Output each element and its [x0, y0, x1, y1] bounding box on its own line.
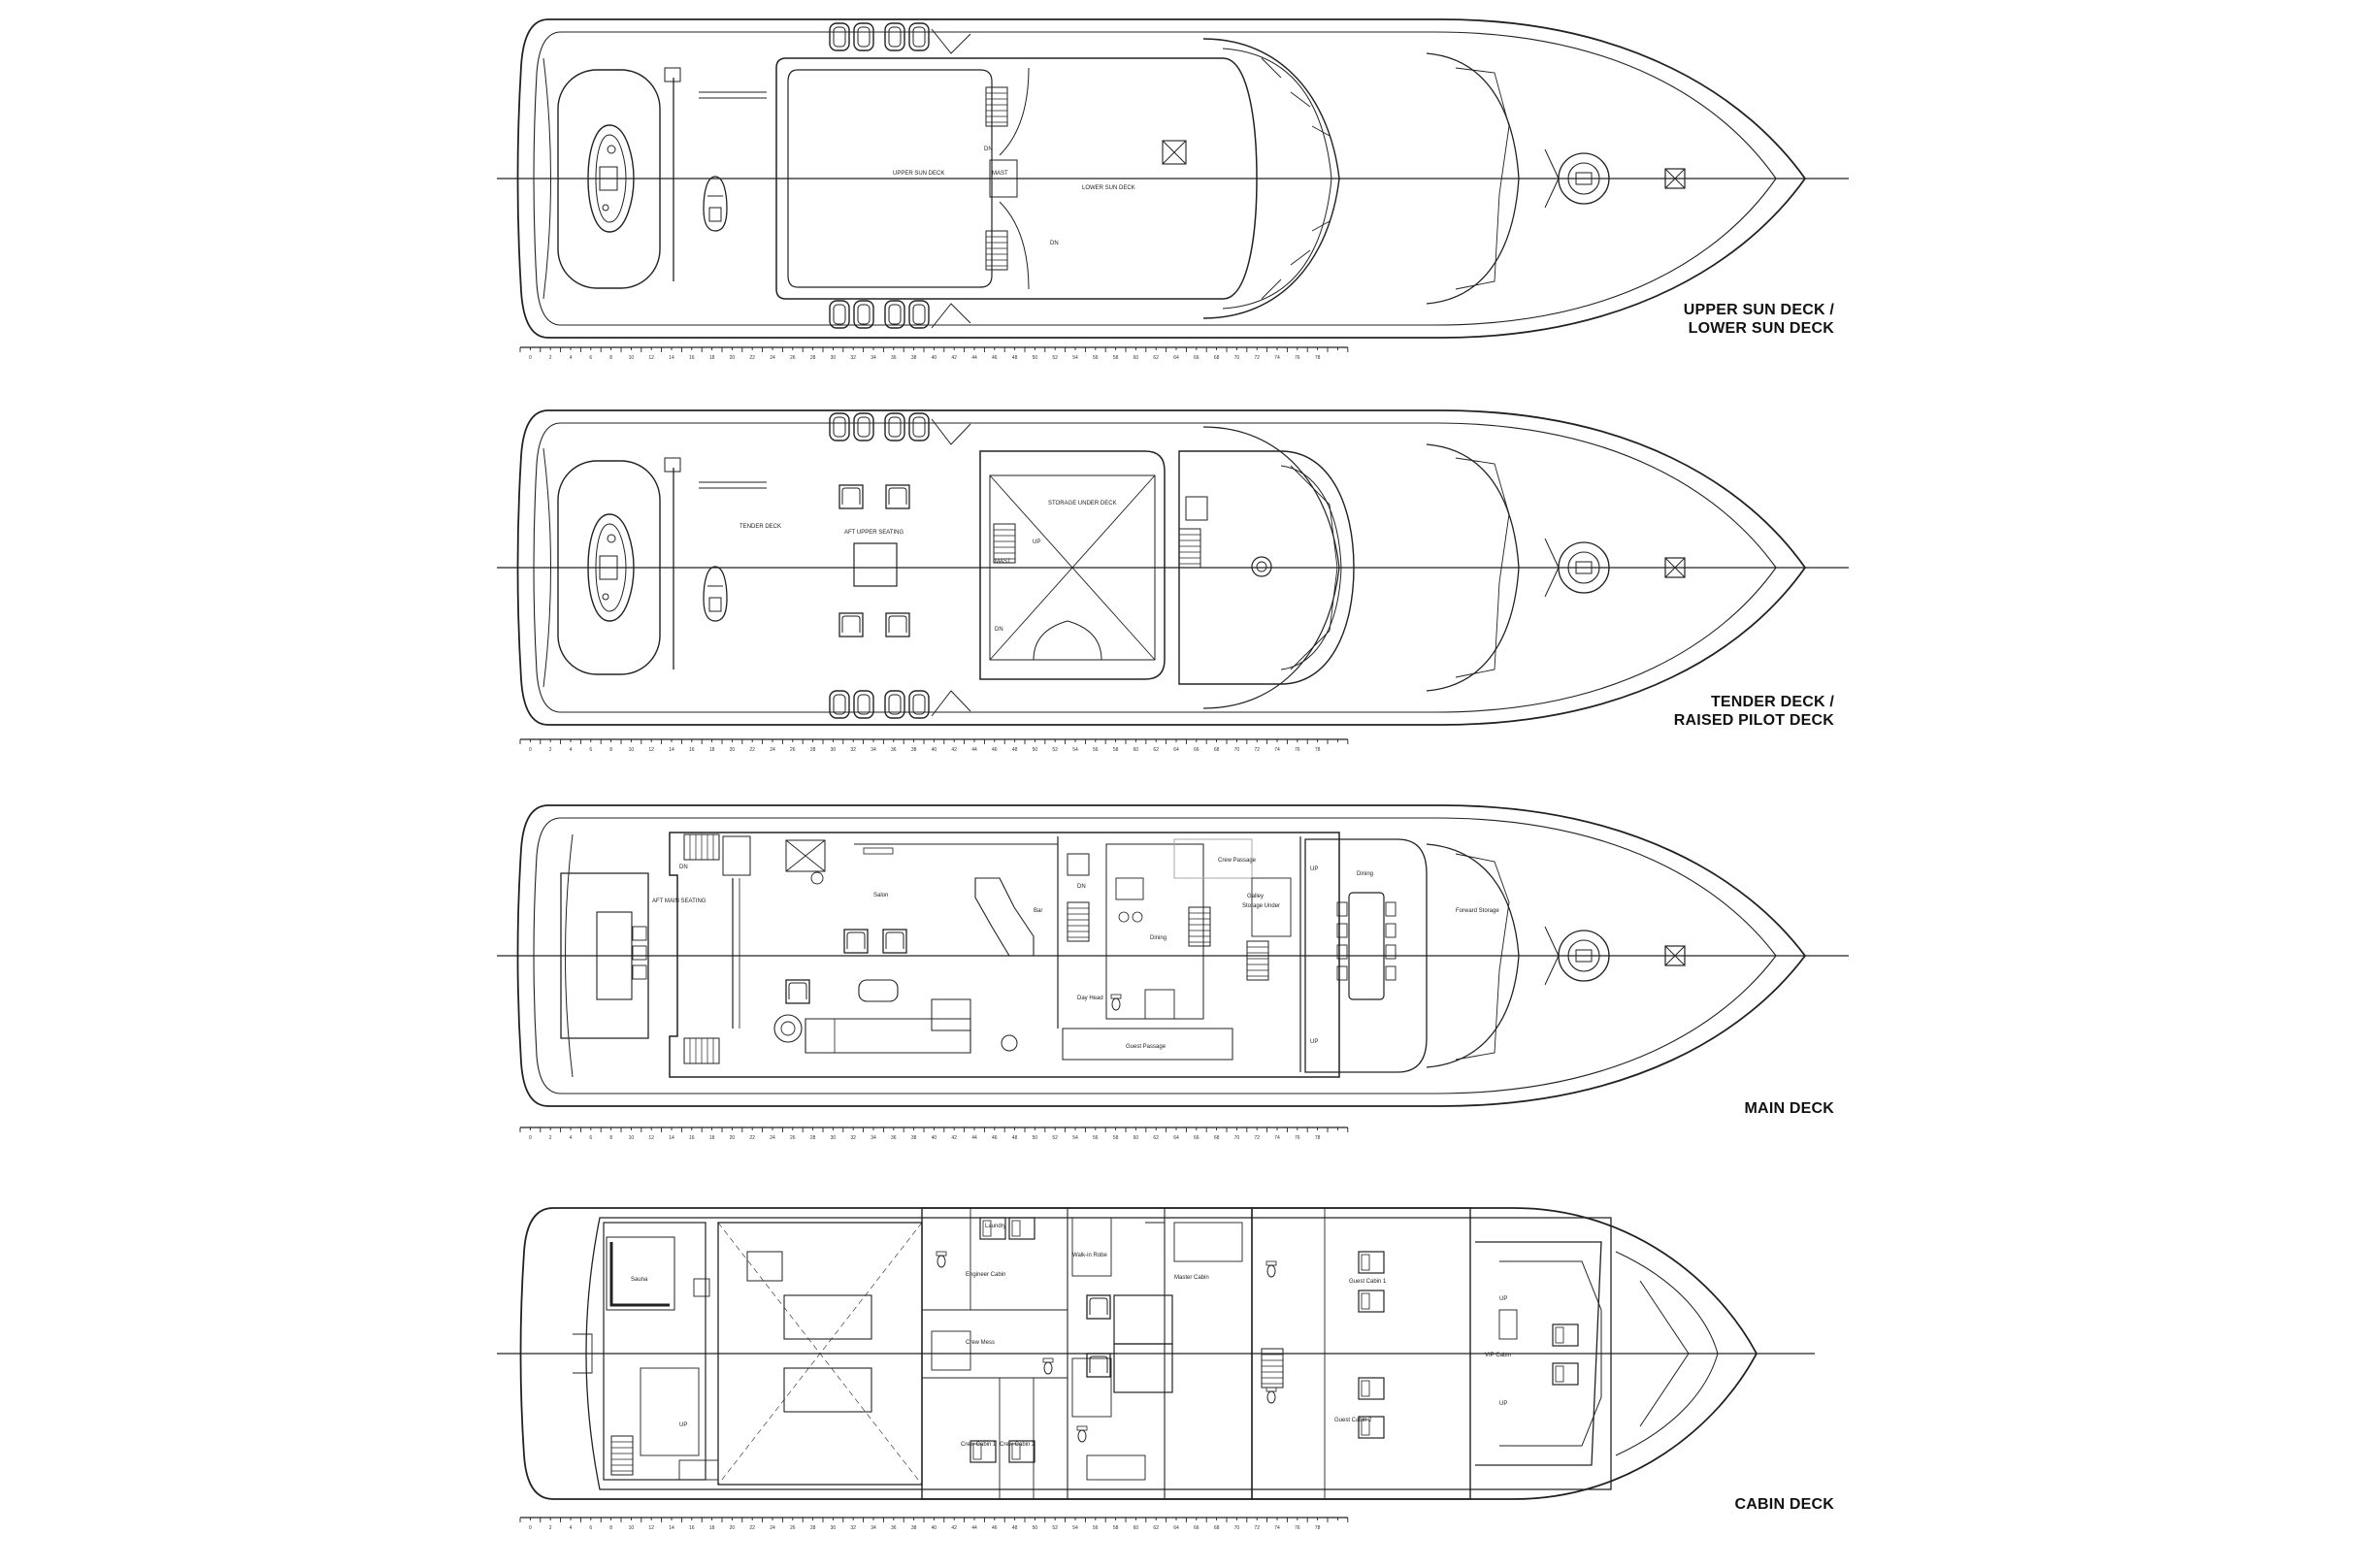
scale-tick-label: 44 [971, 1525, 977, 1531]
scale-tick-label: 34 [871, 355, 876, 361]
scale-tick-label: 54 [1072, 1135, 1078, 1141]
scale-tick-label: 64 [1173, 747, 1179, 753]
deck-sun-label-3: DN [984, 147, 993, 152]
scale-tick-label: 40 [931, 1135, 937, 1141]
scale-tick-label: 38 [910, 355, 917, 361]
scale-tick-label: 66 [1194, 1135, 1199, 1141]
deck-title-line: TENDER DECK / [1710, 694, 1834, 710]
scale-tick-label: 68 [1213, 355, 1220, 361]
deck-title-line: UPPER SUN DECK / [1683, 302, 1834, 318]
deck-cabin-label-13: UP [1499, 1401, 1508, 1407]
scale-tick-label: 12 [648, 1135, 654, 1141]
scale-tick-label: 38 [910, 1525, 917, 1531]
deck-cabin-label-7: Guest Cabin 1 [1349, 1279, 1387, 1285]
scale-tick-label: 10 [628, 747, 635, 753]
scale-tick-label: 40 [931, 747, 937, 753]
scale-tick-label: 70 [1233, 1135, 1240, 1141]
deck-title-sun [1524, 301, 1834, 338]
scale-tick-label: 52 [1052, 747, 1058, 753]
scale-tick-label: 78 [1314, 1135, 1321, 1141]
scale-tick-label: 18 [708, 747, 715, 753]
scale-tick-label: 42 [951, 747, 957, 753]
deck-main-label-2: Bar [1034, 908, 1043, 914]
scale-tick-label: 16 [689, 747, 695, 753]
scale-tick-label: 68 [1213, 1525, 1220, 1531]
scale-tick-label: 30 [830, 1525, 837, 1531]
scale-tick-label: 12 [648, 1525, 654, 1531]
scale-tick-label: 76 [1295, 1135, 1300, 1141]
deck-cabin-label-1: Engineer Cabin [966, 1272, 1006, 1278]
scale-tick-label: 50 [1032, 1525, 1038, 1531]
scale-tick-label: 22 [749, 747, 755, 753]
deck-cabin-label-6: Crew Cabin 2 [1000, 1442, 1035, 1448]
scale-tick-label: 54 [1072, 1525, 1078, 1531]
scale-tick-label: 8 [609, 1135, 612, 1141]
scale-tick-label: 4 [569, 1135, 573, 1141]
scale-tick-label: 22 [749, 1525, 755, 1531]
scale-tick-label: 70 [1233, 747, 1240, 753]
deck-cabin-label-12: UP [1499, 1296, 1508, 1302]
scale-tick-label: 42 [951, 1525, 957, 1531]
deck-main-label-0: AFT MAIN SEATING [652, 898, 707, 904]
deck-title-line: MAIN DECK [1744, 1100, 1834, 1117]
scale-tick-label: 52 [1052, 1135, 1058, 1141]
deck-cabin-label-3: Master Cabin [1174, 1275, 1209, 1281]
scale-tick-label: 56 [1093, 747, 1099, 753]
scale-tick-label: 46 [992, 1135, 998, 1141]
deck-tender-label-2: STORAGE UNDER DECK [1048, 501, 1117, 506]
deck-cabin-label-0: Sauna [631, 1277, 648, 1283]
scale-tick-label: 78 [1314, 1525, 1321, 1531]
scale-tick-label: 76 [1295, 747, 1300, 753]
scale-tick-label: 66 [1194, 1525, 1199, 1531]
scale-tick-label: 64 [1173, 1135, 1179, 1141]
scale-tick-label: 0 [529, 1135, 532, 1141]
scale-tick-label: 2 [548, 355, 552, 361]
scale-tick-label: 64 [1173, 355, 1179, 361]
deck-main [497, 805, 1849, 1141]
scale-tick-label: 16 [689, 355, 695, 361]
deck-title-line: RAISED PILOT DECK [1673, 712, 1834, 729]
scale-bar-sun [520, 347, 1348, 361]
scale-tick-label: 42 [951, 1135, 957, 1141]
scale-tick-label: 62 [1153, 1135, 1159, 1141]
scale-tick-label: 62 [1153, 355, 1159, 361]
scale-tick-label: 26 [790, 355, 796, 361]
deck-sun-label-1: MAST [992, 171, 1008, 177]
scale-tick-label: 60 [1133, 1135, 1139, 1141]
scale-tick-label: 0 [529, 1525, 532, 1531]
scale-tick-label: 78 [1314, 355, 1321, 361]
scale-tick-label: 70 [1233, 355, 1240, 361]
scale-tick-label: 64 [1173, 1525, 1179, 1531]
scale-tick-label: 26 [790, 747, 796, 753]
scale-tick-label: 24 [770, 1525, 775, 1531]
deck-cabin-label-2: Crew Mess [966, 1340, 996, 1346]
scale-tick-label: 32 [850, 355, 856, 361]
scale-tick-label: 46 [992, 355, 998, 361]
deck-sun-label-2: LOWER SUN DECK [1082, 185, 1135, 191]
scale-tick-label: 36 [891, 747, 897, 753]
scale-tick-label: 60 [1133, 1525, 1139, 1531]
scale-tick-label: 76 [1295, 1525, 1300, 1531]
deck-cabin-label-11: UP [679, 1422, 688, 1428]
scale-tick-label: 14 [669, 1135, 674, 1141]
scale-tick-label: 38 [910, 747, 917, 753]
scale-tick-label: 2 [548, 1525, 552, 1531]
scale-tick-label: 32 [850, 747, 856, 753]
scale-tick-label: 44 [971, 355, 977, 361]
scale-tick-label: 16 [689, 1135, 695, 1141]
scale-tick-label: 28 [809, 747, 816, 753]
scale-tick-label: 0 [529, 355, 532, 361]
deck-sun-label-0: UPPER SUN DECK [893, 171, 945, 177]
deck-cabin-label-10: Laundry [985, 1224, 1006, 1229]
scale-tick-label: 26 [790, 1135, 796, 1141]
scale-tick-label: 46 [992, 1525, 998, 1531]
scale-tick-label: 58 [1112, 355, 1119, 361]
deck-main-label-10: Forward Storage [1456, 908, 1499, 914]
scale-tick-label: 30 [830, 1135, 837, 1141]
scale-bar-main [520, 1127, 1348, 1141]
deck-title-line: CABIN DECK [1734, 1496, 1834, 1513]
scale-tick-label: 66 [1194, 355, 1199, 361]
scale-tick-label: 72 [1254, 1135, 1260, 1141]
deck-main-label-3: Galley [1247, 894, 1265, 899]
scale-tick-label: 60 [1133, 747, 1139, 753]
deck-main-label-9: Dining [1357, 871, 1374, 877]
scale-tick-label: 10 [628, 355, 635, 361]
scale-tick-label: 2 [548, 747, 552, 753]
scale-tick-label: 58 [1112, 1525, 1119, 1531]
scale-tick-label: 46 [992, 747, 998, 753]
scale-tick-label: 14 [669, 1525, 674, 1531]
scale-tick-label: 26 [790, 1525, 796, 1531]
deck-tender-label-1: AFT UPPER SEATING [844, 530, 904, 536]
scale-tick-label: 42 [951, 355, 957, 361]
scale-tick-label: 60 [1133, 355, 1139, 361]
scale-tick-label: 36 [891, 1525, 897, 1531]
scale-tick-label: 54 [1072, 747, 1078, 753]
deck-tender-label-4: UP [1033, 539, 1041, 545]
scale-bar-tender [520, 739, 1348, 753]
scale-tick-label: 36 [891, 1135, 897, 1141]
scale-tick-label: 28 [809, 355, 816, 361]
scale-bar-cabin [520, 1518, 1348, 1531]
deck-cabin-label-8: Guest Cabin 2 [1334, 1418, 1372, 1423]
scale-tick-label: 0 [529, 747, 532, 753]
scale-tick-label: 52 [1052, 355, 1058, 361]
deck-cabin-label-5: Crew Cabin 1 [961, 1442, 997, 1448]
scale-tick-label: 56 [1093, 1525, 1099, 1531]
scale-tick-label: 2 [548, 1135, 552, 1141]
scale-tick-label: 22 [749, 1135, 755, 1141]
scale-tick-label: 4 [569, 1525, 573, 1531]
deck-main-label-5: Dining [1150, 935, 1167, 941]
scale-tick-label: 54 [1072, 355, 1078, 361]
deck-main-label-11: DN [1077, 884, 1086, 890]
scale-tick-label: 44 [971, 747, 977, 753]
scale-tick-label: 68 [1213, 747, 1220, 753]
scale-tick-label: 50 [1032, 355, 1038, 361]
scale-tick-label: 24 [770, 747, 775, 753]
scale-tick-label: 4 [569, 355, 573, 361]
scale-tick-label: 20 [729, 1525, 736, 1531]
scale-tick-label: 24 [770, 1135, 775, 1141]
scale-tick-label: 6 [589, 1135, 593, 1141]
scale-tick-label: 58 [1112, 747, 1119, 753]
scale-tick-label: 8 [609, 1525, 612, 1531]
scale-tick-label: 14 [669, 355, 674, 361]
scale-tick-label: 28 [809, 1135, 816, 1141]
scale-tick-label: 66 [1194, 747, 1199, 753]
deck-title-tender [1524, 693, 1834, 730]
scale-tick-label: 14 [669, 747, 674, 753]
deck-tender-label-0: TENDER DECK [739, 524, 782, 530]
deck-main-label-1: Salon [873, 893, 889, 898]
scale-tick-label: 44 [971, 1135, 977, 1141]
scale-tick-label: 20 [729, 355, 736, 361]
deck-tender-label-3: MAST [995, 559, 1011, 565]
scale-tick-label: 72 [1254, 1525, 1260, 1531]
scale-tick-label: 30 [830, 355, 837, 361]
scale-tick-label: 16 [689, 1525, 695, 1531]
scale-tick-label: 76 [1295, 355, 1300, 361]
scale-tick-label: 48 [1011, 1135, 1018, 1141]
scale-tick-label: 68 [1213, 1135, 1220, 1141]
scale-tick-label: 6 [589, 355, 593, 361]
scale-tick-label: 48 [1011, 355, 1018, 361]
deck-main-label-7: Guest Passage [1126, 1044, 1167, 1050]
scale-tick-label: 36 [891, 355, 897, 361]
scale-tick-label: 12 [648, 355, 654, 361]
scale-tick-label: 70 [1233, 1525, 1240, 1531]
scale-tick-label: 56 [1093, 355, 1099, 361]
scale-tick-label: 52 [1052, 1525, 1058, 1531]
deck-cabin [497, 1208, 1815, 1531]
scale-tick-label: 10 [628, 1135, 635, 1141]
scale-tick-label: 12 [648, 747, 654, 753]
scale-tick-label: 74 [1274, 747, 1280, 753]
scale-tick-label: 34 [871, 1135, 876, 1141]
scale-tick-label: 74 [1274, 1525, 1280, 1531]
scale-tick-label: 32 [850, 1135, 856, 1141]
scale-tick-label: 18 [708, 1525, 715, 1531]
scale-tick-label: 8 [609, 355, 612, 361]
scale-tick-label: 72 [1254, 747, 1260, 753]
scale-tick-label: 30 [830, 747, 837, 753]
deck-cabin-label-4: Walk-in Robe [1072, 1253, 1107, 1258]
deck-title-cabin [1524, 1495, 1834, 1514]
scale-tick-label: 20 [729, 1135, 736, 1141]
deck-title-main [1524, 1099, 1834, 1118]
scale-tick-label: 18 [708, 1135, 715, 1141]
scale-tick-label: 50 [1032, 1135, 1038, 1141]
scale-tick-label: 32 [850, 1525, 856, 1531]
deck-sun-label-4: DN [1050, 241, 1059, 246]
deck-main-label-4: Crew Passage [1218, 858, 1257, 864]
scale-tick-label: 18 [708, 355, 715, 361]
scale-tick-label: 8 [609, 747, 612, 753]
scale-tick-label: 48 [1011, 747, 1018, 753]
scale-tick-label: 62 [1153, 747, 1159, 753]
scale-tick-label: 10 [628, 1525, 635, 1531]
deck-main-label-12: UP [1310, 866, 1319, 872]
scale-tick-label: 62 [1153, 1525, 1159, 1531]
scale-tick-label: 48 [1011, 1525, 1018, 1531]
deck-title-line: LOWER SUN DECK [1688, 320, 1834, 337]
deck-cabin-label-9: VIP Cabin [1485, 1353, 1511, 1358]
scale-tick-label: 20 [729, 747, 736, 753]
scale-tick-label: 74 [1274, 355, 1280, 361]
scale-tick-label: 4 [569, 747, 573, 753]
scale-tick-label: 50 [1032, 747, 1038, 753]
scale-tick-label: 40 [931, 1525, 937, 1531]
scale-tick-label: 34 [871, 1525, 876, 1531]
scale-tick-label: 34 [871, 747, 876, 753]
scale-tick-label: 58 [1112, 1135, 1119, 1141]
scale-tick-label: 22 [749, 355, 755, 361]
scale-tick-label: 6 [589, 1525, 593, 1531]
scale-tick-label: 74 [1274, 1135, 1280, 1141]
deck-tender-label-5: DN [995, 627, 1003, 633]
deck-main-label-6: Day Head [1077, 996, 1103, 1001]
scale-tick-label: 6 [589, 747, 593, 753]
deck-main-label-8: Storage Under [1242, 903, 1281, 909]
deck-main-label-14: DN [679, 865, 688, 870]
scale-tick-label: 72 [1254, 355, 1260, 361]
scale-tick-label: 78 [1314, 747, 1321, 753]
scale-tick-label: 56 [1093, 1135, 1099, 1141]
scale-tick-label: 28 [809, 1525, 816, 1531]
scale-tick-label: 38 [910, 1135, 917, 1141]
scale-tick-label: 24 [770, 355, 775, 361]
deck-main-label-13: UP [1310, 1039, 1319, 1045]
scale-tick-label: 40 [931, 355, 937, 361]
